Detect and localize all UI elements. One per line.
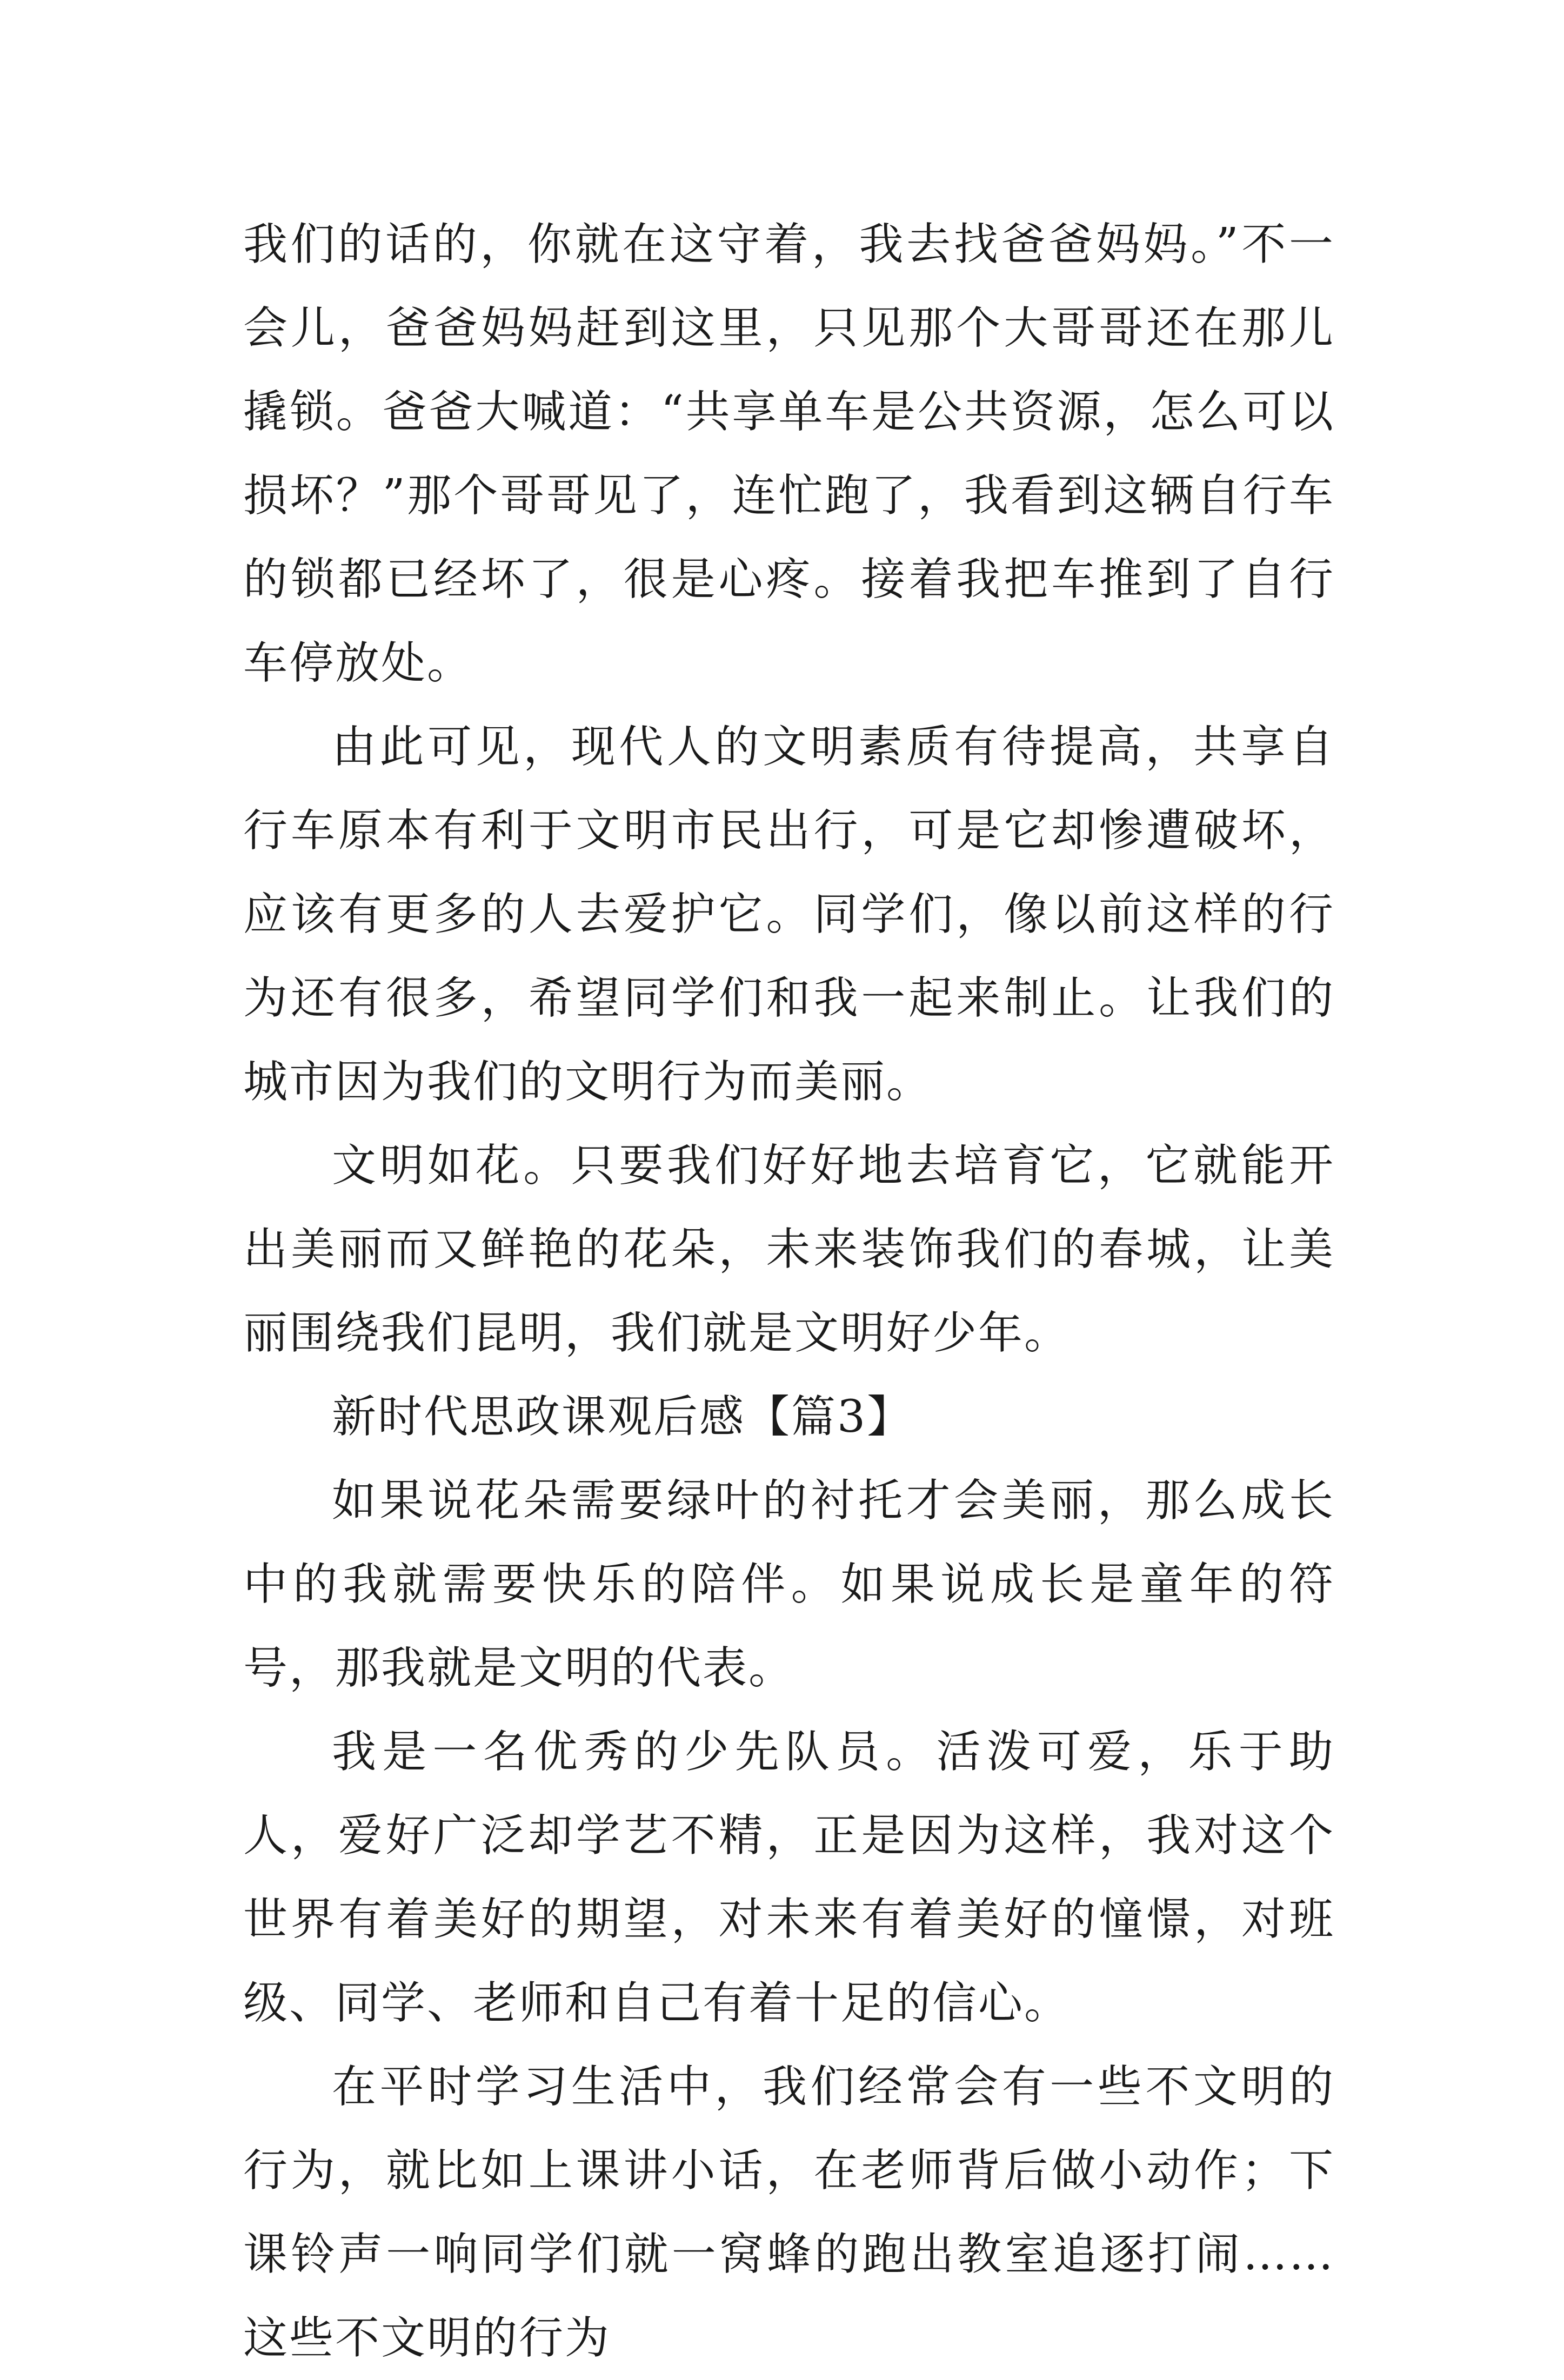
paragraph-1: 我们的话的，你就在这守着，我去找爸爸妈妈。”不一会儿，爸爸妈妈赶到这里，只见那个大哥哥还在那儿撬锁。爸爸大喊道：“共享单车是公共资源，怎么可以损坏？”那个哥哥见了，连忙跑了，我看到这辆自行车的锁都已经坏了，很是心疼。接着我把车推到了自行车停放处。 xyxy=(243,219,1335,689)
body-text xyxy=(243,203,1335,2380)
paragraph-3: 文明如花。只要我们好好地去培育它，它就能开出美丽而又鲜艳的花朵，未来装饰我们的春城，让美丽围绕我们昆明，我们就是文明好少年。 xyxy=(243,1140,1335,1359)
paragraph-5: 我是一名优秀的少先队员。活泼可爱，乐于助人，爱好广泛却学艺不精，正是因为这样，我对这个世界有着美好的期望，对未来有着美好的憧憬，对班级、同学、老师和自己有着十足的信心。 xyxy=(243,1726,1335,2029)
section-heading: 新时代思政课观后感【篇3】 xyxy=(332,1391,913,1443)
paragraph-6: 在平时学习生活中，我们经常会有一些不文明的行为，就比如上课讲小话，在老师背后做小动作；下课铃声一响同学们就一窝蜂的跑出教室追逐打闹……这些不文明的行为 xyxy=(243,2061,1335,2364)
paragraph-4: 如果说花朵需要绿叶的衬托才会美丽，那么成长中的我就需要快乐的陪伴。如果说成长是童年的符号，那我就是文明的代表。 xyxy=(243,1475,1335,1694)
paragraph-2: 由此可见，现代人的文明素质有待提高，共享自行车原本有利于文明市民出行，可是它却惨遭破坏，应该有更多的人去爱护它。同学们，像以前这样的行为还有很多，希望同学们和我一起来制止。让我们的城市因为我们的文明行为而美丽。 xyxy=(243,721,1335,1108)
